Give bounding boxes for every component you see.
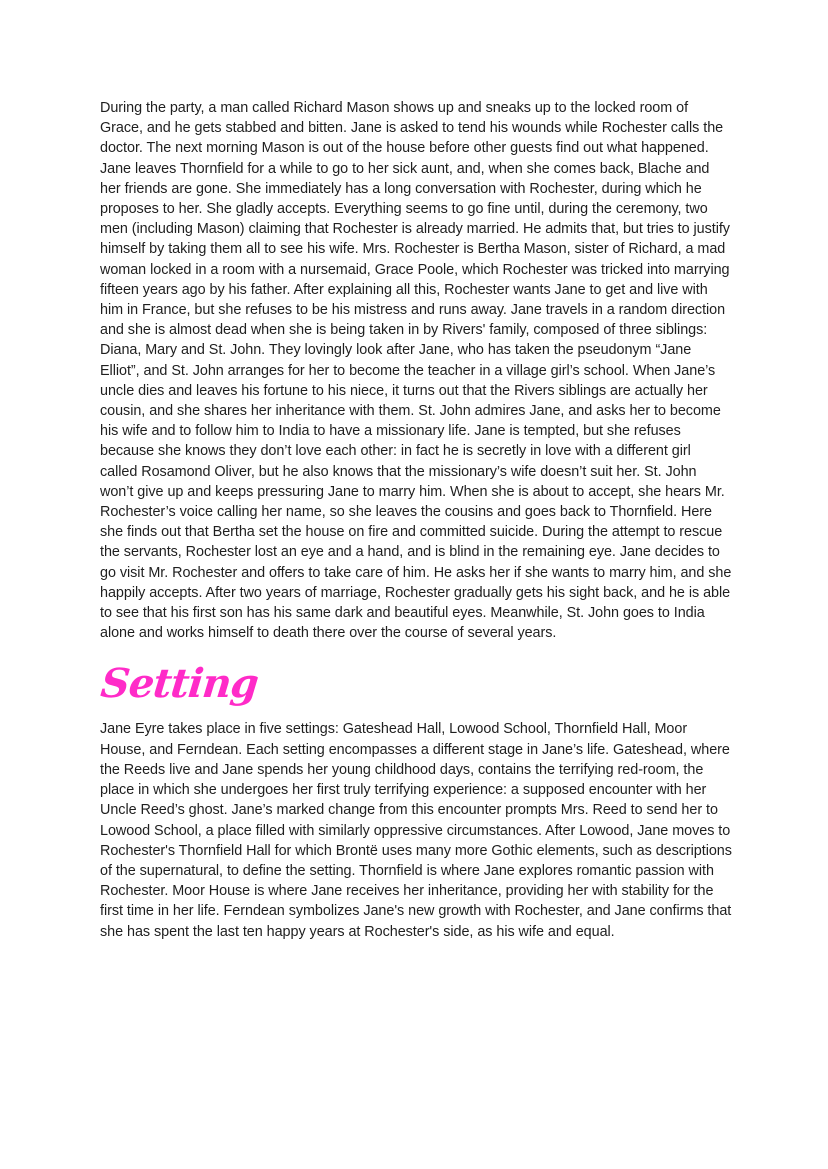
plot-summary-paragraph: During the party, a man called Richard Mason shows up and sneaks up to the locked room of Grace, and he gets stabbed and bitten. Jane is asked to tend his wounds while Rochester calls the doctor. The next morning Mason is out of the house before other guests find out what happened. Jane leaves Thornfield for a while to go to her sick aunt, and, when she comes back, Blache and her friends are gone. She immediately has a long conversation with Rochester, during which he proposes to her. She gladly accepts. Everything seems to go fine until, during the ceremony, two men (including Mason) claiming that Rochester is already married. He admits that, but tries to justify himself by taking them all to see his wife. Mrs. Rochester is Bertha Mason, sister of Richard, a mad woman locked in a room with a nursemaid, Grace Poole, which Rochester was tricked into marrying fifteen years ago by his father. After explaining all this, Rochester wants Jane to get and live with him in France, but she refuses to be his mistress and runs away. Jane travels in a random direction and she is almost dead when she is being taken in by Rivers' family, composed of three siblings: Diana, Mary and St. John. They lovingly look after Jane, who has taken the pseudonym “Jane Elliot”, and St. John arranges for her to become the teacher in a village girl’s school. When Jane’s uncle dies and leaves his fortune to his niece, it turns out that the Rivers siblings are actually her cousin, and she shares her inheritance with them. St. John admires Jane, and asks her to become his wife and to follow him to India to have a missionary life. Jane is tempted, but she refuses because she knows they don’t love each other: in fact he is secretly in love with a different girl called Rosamond Oliver, but he also knows that the missionary’s wife doesn’t suit her. St. John won’t give up and keeps pressuring Jane to marry him. When she is about to accept, she hears Mr. Rochester’s voice calling her name, so she leaves the cousins and goes back to Thornfield. Here she finds out that Bertha set the house on fire and committed suicide. During the attempt to rescue the servants, Rochester lost an eye and a hand, and is blind in the remaining eye. Jane decides to go visit Mr. Rochester and offers to take care of him. He asks her if she wants to marry him, and she happily accepts. After two years of marriage, Rochester gradually gets his sight back, and he is able to see that his first son has his same dark and beautiful eyes. Meanwhile, St. John goes to India alone and works himself to death there over the course of several years. bbox=[100, 100, 732, 642]
setting-paragraph: Jane Eyre takes place in five settings: Gateshead Hall, Lowood School, Thornfield Hall, Moor House, and Ferndean. Each setting encompasses a different stage in Jane’s life. Gateshead, where the Reeds live and Jane spends her young childhood days, contains the terrifying red-room, the place in which she undergoes her first truly terrifying experience: a supposed encounter with her Uncle Reed’s ghost. Jane’s marked change from this encounter prompts Mrs. Reed to send her to Lowood School, a place filled with similarly oppressive circumstances. After Lowood, Jane moves to Rochester's Thornfield Hall for which Brontë uses many more Gothic elements, such as descriptions of the supernatural, to define the setting. Thornfield is where Jane explores romantic passion with Rochester. Moor House is where Jane receives her inheritance, providing her with stability for the first time in her life. Ferndean symbolizes Jane's new growth with Rochester, and Jane confirms that she has spent the last ten happy years at Rochester's side, as his wife and equal. bbox=[100, 721, 732, 940]
document-body bbox=[100, 98, 732, 942]
setting-heading: Setting bbox=[98, 660, 261, 708]
